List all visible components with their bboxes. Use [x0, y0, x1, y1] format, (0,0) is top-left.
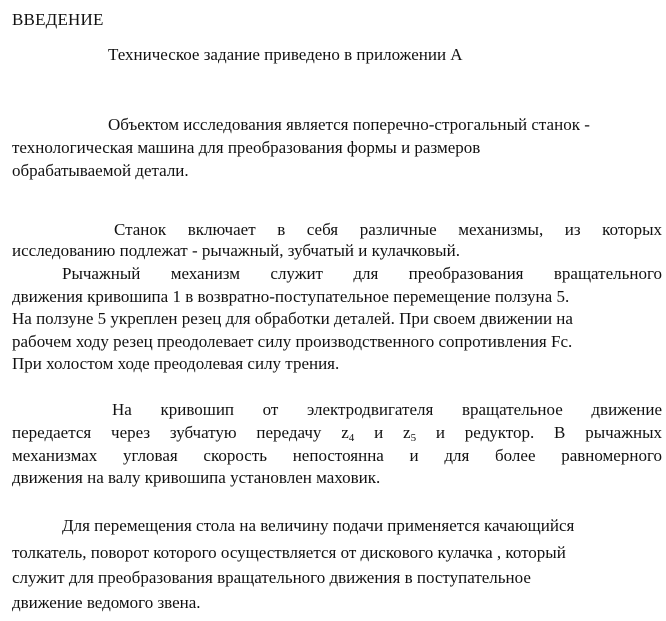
z4-subscript: 4 — [348, 432, 355, 444]
paragraph-5-line-4: движение ведомого звена. — [12, 593, 201, 612]
paragraph-2-line-2: исследованию подлежат - рычажный, зубчатый и кулачковый. — [12, 241, 460, 260]
paragraph-4-line-2-text-a: передается через зубчатую передачу z — [12, 423, 349, 442]
paragraph-5-line-1: Для перемещения стола на величину подачи применяется качающийся — [62, 516, 575, 535]
paragraph-3-line-5: При холостом ходе преодолевая силу трения. — [12, 354, 340, 373]
paragraph-4-line-1: На кривошип от электродвигателя вращательное движение — [112, 400, 662, 419]
paragraph-5-line-3: служит для преобразования вращательного движения в поступательное — [12, 568, 531, 587]
paragraph-4-line-2 — [12, 423, 662, 443]
paragraph-4-line-3: механизмах угловая скорость непостоянна и для более равномерного — [12, 446, 662, 465]
paragraph-4-line-2-text-c: и редуктор. В рычажных — [416, 423, 662, 442]
paragraph-4-line-2-text-b: и z — [354, 423, 411, 442]
paragraph-1-line-3: обрабатываемой детали. — [12, 161, 189, 180]
paragraph-3-line-2: движения кривошипа 1 в возвратно-поступательное перемещение ползуна 5. — [12, 287, 570, 306]
paragraph-5-line-2: толкатель, поворот которого осуществляется от дискового кулачка , который — [12, 543, 566, 562]
paragraph-4-line-4: движения на валу кривошипа установлен маховик. — [12, 468, 381, 487]
paragraph-1-line-2: технологическая машина для преобразования формы и размеров — [12, 138, 481, 157]
paragraph-3-line-3: На ползуне 5 укреплен резец для обработки деталей. При своем движении на — [12, 309, 573, 328]
technical-task-note: Техническое задание приведено в приложении А — [108, 45, 463, 64]
page-heading: ВВЕДЕНИЕ — [12, 10, 104, 29]
paragraph-1-line-1: Объектом исследования является поперечно-строгальный станок - — [108, 115, 590, 134]
paragraph-3-line-4: рабочем ходу резец преодолевает силу производственного сопротивления Fc. — [12, 332, 573, 351]
paragraph-2-line-1: Станок включает в себя различные механизмы, из которых — [114, 220, 662, 239]
paragraph-3-line-1: Рычажный механизм служит для преобразования вращательного — [62, 264, 662, 283]
z5-subscript: 5 — [410, 432, 417, 444]
